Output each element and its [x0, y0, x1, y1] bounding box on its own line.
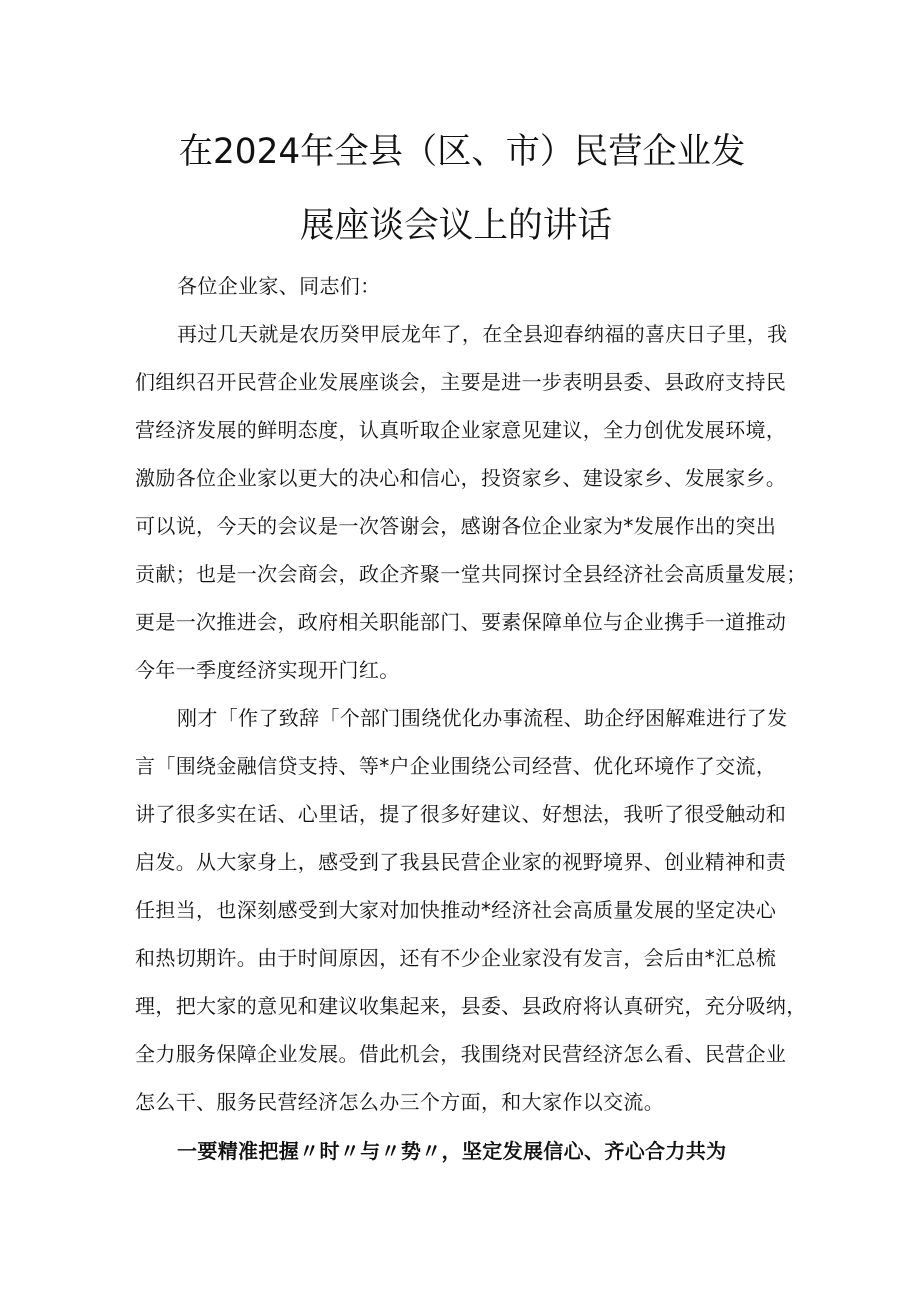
paragraph-2-line: 言「围绕金融信贷支持、等*户企业围绕公司经营、优化环境作了交流，	[135, 754, 777, 778]
paragraph-1-line: 营经济发展的鲜明态度，认真听取企业家意见建议，全力创优发展环境，	[135, 418, 787, 442]
paragraph-1-line: 更是一次推进会，政府相关职能部门、要素保障单位与企业携手一道推动	[135, 610, 787, 634]
salutation: 各位企业家、同志们：	[177, 274, 381, 298]
paragraph-1-line: 们组织召开民营企业发展座谈会，主要是进一步表明县委、县政府支持民	[135, 370, 787, 394]
paragraph-2-line: 理，把大家的意见和建议收集起来，县委、县政府将认真研究，充分吸纳，	[135, 994, 807, 1018]
paragraph-1-line: 贡献；也是一次会商会，政企齐聚一堂共同探讨全县经济社会高质量发展；	[135, 562, 807, 586]
paragraph-2-line: 怎么干、服务民营经济怎么办三个方面，和大家作以交流。	[135, 1090, 665, 1114]
section-heading-1: 一要精准把握〃时〃与〃势〃，坚定发展信心、齐心合力共为	[177, 1139, 727, 1163]
paragraph-2-line: 任担当，也深刻感受到大家对加快推动*经济社会高质量发展的坚定决心	[135, 898, 777, 922]
document-title-line-1: 在2024年全县（区、市）民营企业发	[178, 132, 746, 172]
paragraph-1-line: 再过几天就是农历癸甲辰龙年了，在全县迎春纳福的喜庆日子里，我	[177, 322, 788, 346]
document-title-line-2: 展座谈会议上的讲话	[299, 206, 613, 246]
paragraph-2-line: 和热切期许。由于时间原因，还有不少企业家没有发言，会后由*汇总梳	[135, 946, 777, 970]
paragraph-1-line: 激励各位企业家以更大的决心和信心，投资家乡、建设家乡、发展家乡。	[135, 466, 787, 490]
paragraph-1-line: 可以说，今天的会议是一次答谢会，感谢各位企业家为*发展作出的突出	[135, 514, 777, 538]
paragraph-2-line: 全力服务保障企业发展。借此机会，我围绕对民营经济怎么看、民营企业	[135, 1042, 787, 1066]
paragraph-2-line: 刚才「作了致辞「个部门围绕优化办事流程、助企纾困解难进行了发	[177, 706, 788, 730]
paragraph-2-line: 讲了很多实在话、心里话，提了很多好建议、好想法，我听了很受触动和	[135, 802, 787, 826]
paragraph-2-line: 启发。从大家身上，感受到了我县民营企业家的视野境界、创业精神和责	[135, 850, 787, 874]
paragraph-1-line: 今年一季度经济实现开门红。	[135, 658, 400, 682]
